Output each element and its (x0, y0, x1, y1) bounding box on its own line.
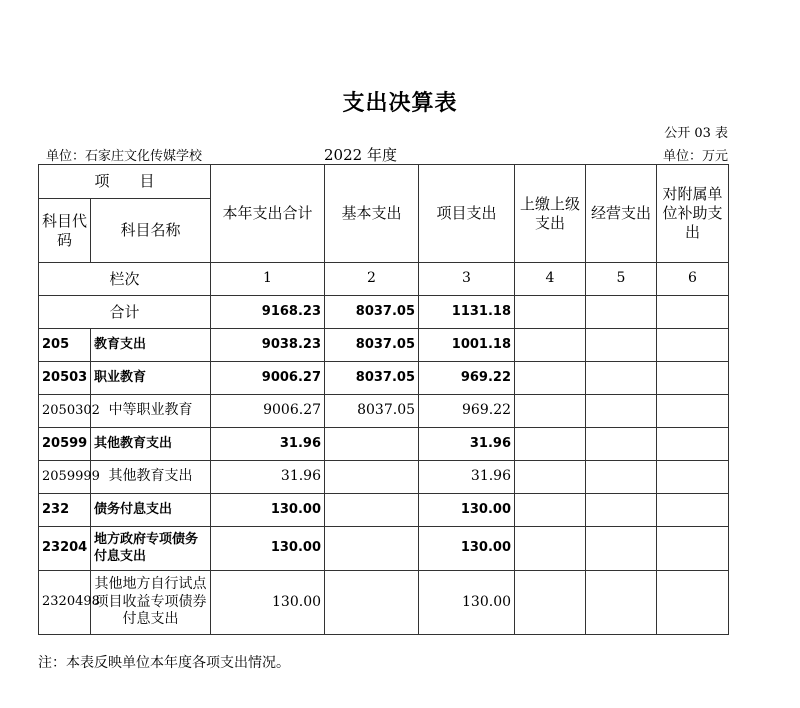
col-index: 1 (211, 263, 325, 296)
name-cell: 职业教育 (91, 362, 211, 395)
table-row (39, 395, 729, 428)
total-cell: 31.96 (211, 461, 325, 494)
total-cell: 130.00 (211, 571, 325, 635)
col-index: 4 (515, 263, 586, 296)
header-basic: 基本支出 (325, 165, 419, 263)
header-name: 科目名称 (91, 199, 211, 263)
project-cell: 31.96 (419, 428, 515, 461)
expenditure-table (38, 164, 729, 635)
code-cell: 2320498 (39, 571, 91, 635)
name-cell: 债务付息支出 (91, 494, 211, 527)
col-index: 3 (419, 263, 515, 296)
header-item: 项 目 (39, 165, 211, 199)
total-cell: 9168.23 (211, 296, 325, 329)
code-cell: 232 (39, 494, 91, 527)
basic-cell (325, 494, 419, 527)
project-cell: 969.22 (419, 362, 515, 395)
reporting-unit: 单位：石家庄文化传媒学校 (46, 149, 203, 164)
project-cell: 1131.18 (419, 296, 515, 329)
header-total: 本年支出合计 (211, 165, 325, 263)
header-code: 科目代码 (39, 199, 91, 263)
table-row (39, 494, 729, 527)
name-cell: 中等职业教育 (91, 395, 211, 428)
total-label: 合计 (39, 296, 211, 329)
basic-cell: 8037.05 (325, 329, 419, 362)
project-cell: 31.96 (419, 461, 515, 494)
total-cell: 9006.27 (211, 362, 325, 395)
table-row (39, 571, 729, 635)
header-business: 经营支出 (586, 165, 657, 263)
table-row (39, 461, 729, 494)
project-cell: 130.00 (419, 494, 515, 527)
name-cell: 其他地方自行试点项目收益专项债券付息支出 (91, 571, 211, 635)
table-row (39, 428, 729, 461)
basic-cell (325, 428, 419, 461)
col-index: 6 (657, 263, 729, 296)
table-row (39, 362, 729, 395)
header-subsidy: 对附属单位补助支出 (657, 165, 729, 263)
total-cell: 130.00 (211, 494, 325, 527)
table-row (39, 527, 729, 571)
page-title: 支出决算表 (342, 91, 458, 116)
col-index: 5 (586, 263, 657, 296)
header-project: 项目支出 (419, 165, 515, 263)
total-cell: 31.96 (211, 428, 325, 461)
project-cell: 130.00 (419, 571, 515, 635)
code-cell: 2059999 (39, 461, 91, 494)
project-cell: 130.00 (419, 527, 515, 571)
header-upper: 上缴上级支出 (515, 165, 586, 263)
fiscal-year: 2022 年度 (324, 146, 397, 164)
project-cell: 969.22 (419, 395, 515, 428)
name-cell: 地方政府专项债务付息支出 (91, 527, 211, 571)
code-cell: 23204 (39, 527, 91, 571)
code-cell: 205 (39, 329, 91, 362)
basic-cell (325, 461, 419, 494)
form-number: 公开 03 表 (664, 126, 728, 141)
basic-cell: 8037.05 (325, 395, 419, 428)
project-cell: 1001.18 (419, 329, 515, 362)
code-cell: 2050302 (39, 395, 91, 428)
col-index: 2 (325, 263, 419, 296)
total-cell: 130.00 (211, 527, 325, 571)
code-cell: 20503 (39, 362, 91, 395)
table-row (39, 329, 729, 362)
currency-unit: 单位：万元 (662, 149, 728, 164)
name-cell: 其他教育支出 (91, 461, 211, 494)
footnote: 注：本表反映单位本年度各项支出情况。 (38, 655, 290, 671)
basic-cell (325, 571, 419, 635)
total-row (39, 296, 729, 329)
total-cell: 9038.23 (211, 329, 325, 362)
code-cell: 20599 (39, 428, 91, 461)
basic-cell: 8037.05 (325, 296, 419, 329)
name-cell: 其他教育支出 (91, 428, 211, 461)
basic-cell: 8037.05 (325, 362, 419, 395)
header-row-index: 栏次 (39, 263, 211, 296)
basic-cell (325, 527, 419, 571)
total-cell: 9006.27 (211, 395, 325, 428)
name-cell: 教育支出 (91, 329, 211, 362)
